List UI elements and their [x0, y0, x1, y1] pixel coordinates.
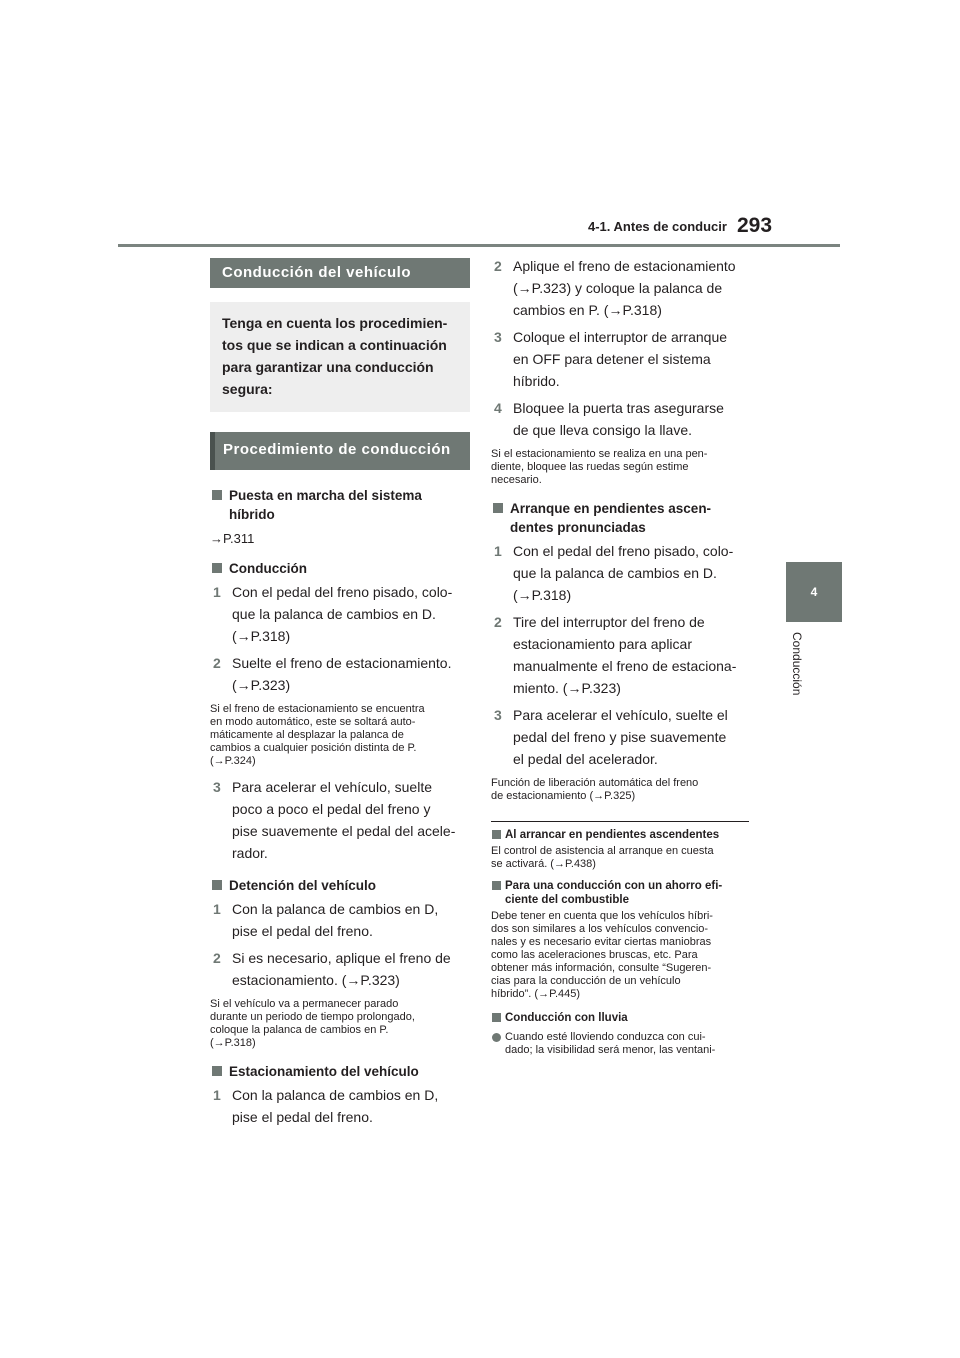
intro-line: para garantizar una conducción	[222, 359, 434, 375]
note-text	[491, 777, 751, 803]
step-line: rador.	[232, 845, 268, 861]
note-line: coloque la palanca de cambios en P.	[210, 1024, 389, 1036]
step-item	[491, 326, 751, 392]
heading-line: Al arrancar en pendientes ascendentes	[505, 829, 720, 841]
note-line: de estacionamiento (→P.325)	[491, 790, 636, 802]
step-line: que la palanca de cambios en D.	[232, 606, 436, 622]
step-line: Con la palanca de cambios en D,	[232, 1087, 439, 1103]
step-line: el pedal del acelerador.	[513, 751, 658, 767]
step-line: pedal del freno y pise suavemente	[513, 729, 727, 745]
info-line: se activará. (→P.438)	[491, 858, 596, 870]
step-line: Suelte el freno de estacionamiento.	[232, 655, 452, 671]
step-number: 2	[494, 614, 502, 630]
step-number: 2	[213, 950, 221, 966]
step-line: (→P.318)	[232, 628, 291, 644]
topic-heading	[210, 559, 470, 578]
step-number: 1	[213, 1087, 221, 1103]
heading-line: Conducción	[229, 561, 307, 576]
note-line: Función de liberación automática del freno	[491, 777, 699, 789]
info-text	[491, 845, 751, 871]
page-reference-link[interactable]: →P.311	[210, 531, 255, 546]
note-text	[491, 448, 751, 487]
note-line: diente, bloquee las ruedas según estime	[491, 461, 689, 473]
step-number: 3	[213, 779, 221, 795]
step-item	[210, 947, 470, 991]
step-line: que la palanca de cambios en D.	[513, 565, 717, 581]
step-line: poco a poco el pedal del freno y	[232, 801, 431, 817]
info-line: dos son similares a los vehículos convencio-	[491, 923, 709, 935]
step-number: 1	[494, 543, 502, 559]
note-line: Si el freno de estacionamiento se encuentra	[210, 703, 425, 715]
topic-heading	[210, 1062, 470, 1081]
step-line: Tire del interruptor del freno de	[513, 614, 705, 630]
step-line: miento. (→P.323)	[513, 680, 621, 696]
chapter-number: 4	[810, 585, 818, 599]
step-line: Con el pedal del freno pisado, colo-	[232, 584, 453, 600]
note-line: máticamente al desplazar la palanca de	[210, 729, 404, 741]
heading-line: Detención del vehículo	[229, 878, 377, 893]
step-number: 2	[494, 258, 502, 274]
note-text	[210, 703, 470, 768]
note-line: Si el vehículo va a permanecer parado	[210, 998, 399, 1010]
intro-line: Tenga en cuenta los procedimien-	[222, 315, 448, 331]
heading-line: híbrido	[229, 507, 275, 522]
step-number: 1	[213, 901, 221, 917]
left-column	[210, 258, 470, 1128]
info-line: nales y es necesario evitar ciertas maniobras	[491, 936, 712, 948]
topic-heading	[210, 876, 470, 895]
step-item	[491, 397, 751, 441]
info-line: cias para la conducción de un vehículo	[491, 975, 681, 987]
heading-line: Conducción con lluvia	[505, 1012, 628, 1024]
chapter-label: Conducción	[790, 632, 804, 696]
note-text	[210, 998, 470, 1050]
notes-divider	[491, 821, 749, 822]
step-line: Con el pedal del freno pisado, colo-	[513, 543, 734, 559]
chapter-tab[interactable]	[786, 562, 842, 622]
step-item	[491, 704, 751, 770]
step-number: 3	[494, 707, 502, 723]
info-heading	[491, 828, 751, 842]
heading-line: Para una conducción con un ahorro efi-	[505, 880, 723, 892]
step-item	[491, 255, 751, 321]
note-line: Si el estacionamiento se realiza en una pen-	[491, 448, 708, 460]
note-line: cambios a cualquier posición distinta de P.	[210, 742, 417, 754]
heading-line: dentes pronunciadas	[510, 520, 646, 535]
step-item	[210, 1084, 470, 1128]
right-column	[491, 255, 751, 1057]
step-line: Bloquee la puerta tras asegurarse	[513, 400, 724, 416]
info-text	[491, 910, 751, 1001]
note-line: (→P.318)	[210, 1037, 256, 1049]
heading-line: Puesta en marcha del sistema	[229, 488, 422, 503]
step-number: 4	[494, 400, 502, 416]
topic-heading	[210, 486, 470, 524]
step-number: 3	[494, 329, 502, 345]
info-line: Debe tener en cuenta que los vehículos híbri-	[491, 910, 713, 922]
section-title: 4-1. Antes de conducir	[588, 219, 727, 234]
bullet-line: Cuando esté lloviendo conduzca con cui-	[505, 1031, 706, 1043]
step-line: híbrido.	[513, 373, 560, 389]
heading-line: Estacionamiento del vehículo	[229, 1064, 419, 1079]
step-line: pise el pedal del freno.	[232, 923, 373, 939]
intro-line: segura:	[222, 381, 273, 397]
step-line: estacionamiento para aplicar	[513, 636, 692, 652]
step-number: 1	[213, 584, 221, 600]
step-item	[210, 898, 470, 942]
heading-line: ciente del combustible	[505, 894, 629, 906]
intro-box	[210, 302, 470, 412]
step-line: Para acelerar el vehículo, suelte el	[513, 707, 728, 723]
step-item	[210, 581, 470, 647]
step-line: Coloque el interruptor de arranque	[513, 329, 728, 345]
step-line: Si es necesario, aplique el freno de	[232, 950, 451, 966]
step-item	[210, 776, 470, 864]
step-line: cambios en P. (→P.318)	[513, 302, 662, 318]
note-line: necesario.	[491, 474, 542, 486]
step-line: pise el pedal del freno.	[232, 1109, 373, 1125]
step-line: en OFF para detener el sistema	[513, 351, 711, 367]
step-line: Con la palanca de cambios en D,	[232, 901, 439, 917]
note-line: durante un periodo de tiempo prolongado,	[210, 1011, 415, 1023]
page-number: 293	[737, 214, 773, 237]
step-line: de que lleva consigo la llave.	[513, 422, 693, 438]
step-item	[491, 540, 751, 606]
heading-line: Arranque en pendientes ascen-	[510, 501, 712, 516]
section-heading: Conducción del vehículo	[210, 258, 470, 288]
step-line: (→P.323)	[232, 677, 291, 693]
info-line: obtener más información, consulte “Sugeren-	[491, 962, 712, 974]
info-line: híbrido”. (→P.445)	[491, 988, 581, 1000]
intro-line: tos que se indican a continuación	[222, 337, 447, 353]
step-line: (→P.323) y coloque la palanca de	[513, 280, 723, 296]
bullet-line: dado; la visibilidad será menor, las ventani-	[505, 1044, 716, 1056]
step-line: (→P.318)	[513, 587, 572, 603]
topic-heading	[491, 499, 751, 537]
step-line: estacionamiento. (→P.323)	[232, 972, 400, 988]
step-line: pise suavemente el pedal del acele-	[232, 823, 456, 839]
chapter-side-label	[786, 632, 810, 722]
info-line: como las aceleraciones bruscas, etc. Para	[491, 949, 698, 961]
note-line: (→P.324)	[210, 755, 256, 767]
step-line: Para acelerar el vehículo, suelte	[232, 779, 432, 795]
info-line: El control de asistencia al arranque en cuesta	[491, 845, 714, 857]
header-divider	[118, 244, 840, 247]
info-heading	[491, 879, 751, 907]
note-line: en modo automático, este se soltará auto-	[210, 716, 416, 728]
info-heading	[491, 1011, 751, 1025]
subsection-heading: Procedimiento de conducción	[210, 432, 470, 470]
step-item	[491, 611, 751, 699]
step-line: Aplique el freno de estacionamiento	[513, 258, 736, 274]
bullet-item	[491, 1031, 751, 1057]
step-item	[210, 652, 470, 696]
step-line: manualmente el freno de estaciona-	[513, 658, 737, 674]
step-number: 2	[213, 655, 221, 671]
